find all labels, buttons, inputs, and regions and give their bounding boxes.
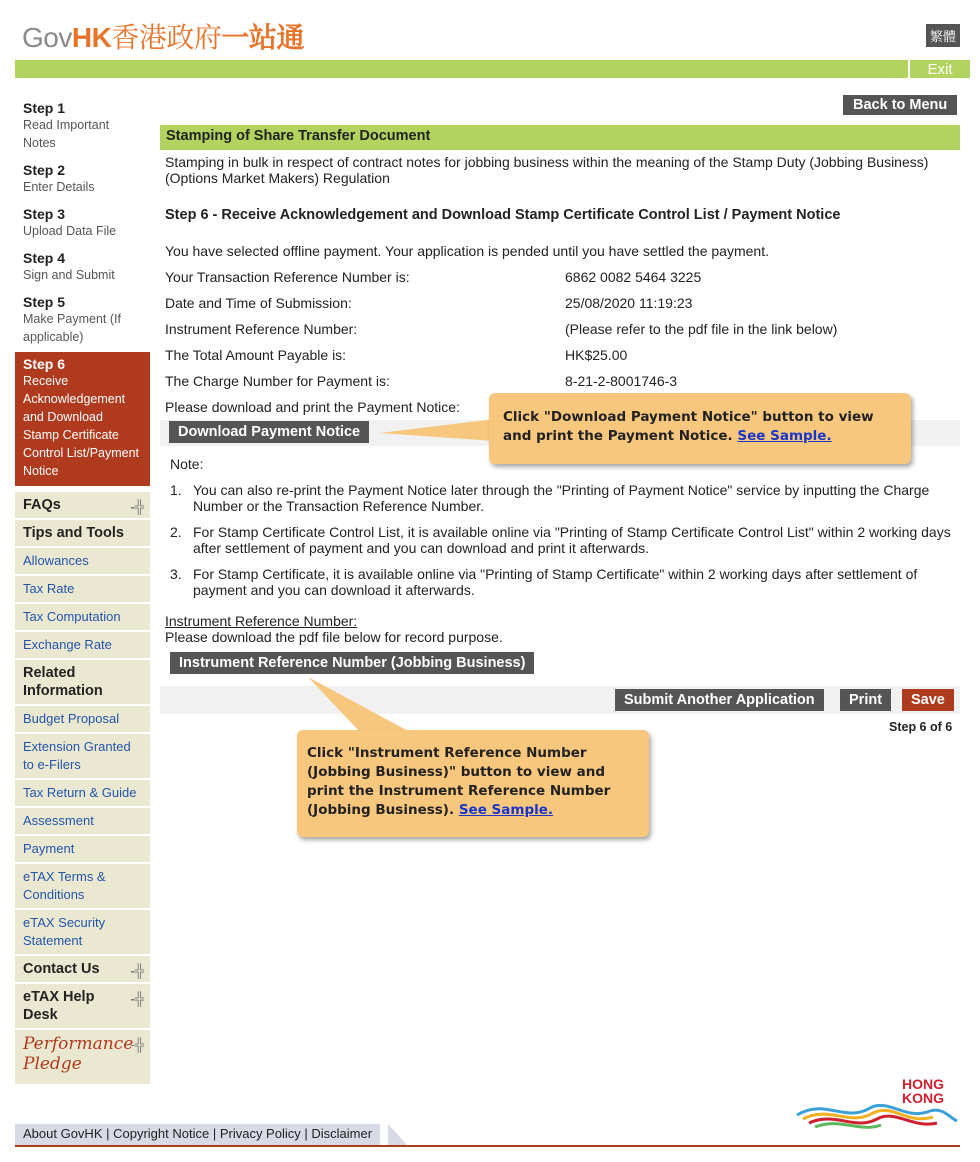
expand-icon: -╬ [130, 991, 144, 1006]
sidebar-link[interactable]: Exchange Rate [15, 630, 150, 658]
logo-gov-text: Gov [22, 22, 72, 53]
footer-link-privacy[interactable]: Privacy Policy [219, 1126, 301, 1141]
step-description: Enter Details [23, 180, 95, 194]
step-title: Step 6 [23, 356, 66, 372]
row-value: HK$25.00 [565, 347, 628, 363]
expand-icon: -╬ [130, 499, 144, 514]
related-list [15, 704, 150, 954]
expand-icon: -╬ [130, 1037, 144, 1052]
footer-link-disclaimer[interactable]: Disclaimer [311, 1126, 373, 1141]
note-text: For Stamp Certificate Control List, it is available online via "Printing of Stamp Certificate Control List" within 2 working days after settlement of payment and you can download and print it afterwards. [193, 524, 951, 556]
language-toggle-button[interactable]: 繁體 [926, 24, 960, 47]
download-payment-notice-button[interactable]: Download Payment Notice [169, 421, 369, 443]
row-label: Date and Time of Submission: [165, 295, 352, 311]
footer-tab-edge [388, 1124, 408, 1146]
callout-instrument-reference [297, 730, 649, 837]
page-subtitle: Stamping in bulk in respect of contract notes for jobbing business within the meaning of the Stamp Duty (Jobbing Business) (Options Market Makers) Regulation [165, 154, 929, 186]
sidebar-step-2 [15, 158, 150, 202]
see-sample-link[interactable]: See Sample. [458, 802, 554, 818]
brand-line2: KONG [902, 1090, 944, 1106]
dragon-icon [795, 1090, 960, 1133]
step-description: Receive Acknowledgement and Download Stamp Certificate Control List/Payment Notice [23, 374, 140, 478]
footer-link-about[interactable]: About GovHK [23, 1126, 103, 1141]
tips-heading: Tips and Tools [15, 518, 150, 546]
save-button[interactable]: Save [902, 689, 954, 711]
sidebar-link[interactable]: Allowances [15, 546, 150, 574]
logo-cn2-text: 一站通 [221, 22, 304, 53]
see-sample-link[interactable]: See Sample. [737, 428, 832, 444]
submit-another-application-button[interactable]: Submit Another Application [615, 689, 824, 711]
logo-hk-text: HK [71, 22, 112, 53]
row-label: The Total Amount Payable is: [165, 347, 347, 363]
callout-download-payment-notice [489, 393, 911, 464]
row-value: 25/08/2020 11:19:23 [565, 295, 693, 311]
note-label: Note: [170, 456, 204, 472]
pledge-logo: Performance Pledge [23, 1034, 134, 1074]
row-label: The Charge Number for Payment is: [165, 373, 390, 389]
step-description: Read Important Notes [23, 118, 110, 150]
sidebar-link[interactable]: Extension Granted to e-Filers [15, 732, 150, 778]
step-title: Step 1 [23, 100, 66, 116]
sidebar-link[interactable]: Tax Rate [15, 574, 150, 602]
sidebar-step-4 [15, 246, 150, 290]
related-heading: Related Information [15, 658, 150, 704]
step-description: Sign and Submit [23, 268, 115, 282]
offline-payment-message: You have selected offline payment. Your application is pended until you have settled the payment. [165, 243, 769, 259]
row-label: Your Transaction Reference Number is: [165, 269, 410, 285]
sidebar-step-3 [15, 202, 150, 246]
submission-time-row [165, 295, 955, 311]
print-button[interactable]: Print [840, 689, 891, 711]
page-title: Stamping of Share Transfer Document [160, 125, 960, 150]
sidebar-link[interactable]: eTAX Terms & Conditions [15, 862, 150, 908]
footer-link-copyright[interactable]: Copyright Notice [113, 1126, 210, 1141]
note-text: For Stamp Certificate, it is available online via "Printing of Stamp Certificate" within 2 working days after settlement of payment and you can download it afterwards. [193, 566, 918, 598]
step-description: Make Payment (If applicable) [23, 312, 121, 344]
row-value: 8-21-2-8001746-3 [565, 373, 678, 389]
brand-line1: HONG [902, 1076, 944, 1092]
sidebar-link[interactable]: Assessment [15, 806, 150, 834]
sidebar-link[interactable]: eTAX Security Statement [15, 908, 150, 954]
note-item: 1. You can also re-print the Payment Notice later through the "Printing of Payment Notice" service by inputting the Charge Number or the Transaction Reference Number. [170, 482, 930, 514]
step-title: Step 3 [23, 206, 66, 222]
amount-payable-row [165, 347, 955, 363]
instrument-ref-row [165, 321, 955, 337]
note-item: 3. For Stamp Certificate, it is available online via "Printing of Stamp Certificate" within 2 working days after settlement of payment and you can download it afterwards. [170, 566, 918, 598]
sidebar-performance-pledge[interactable] [15, 1028, 150, 1084]
sidebar [15, 96, 150, 1084]
note-item: 2. For Stamp Certificate Control List, it is available online via "Printing of Stamp Certificate Control List" within 2 working days after settlement of payment and you can download and print it afterwards. [170, 524, 951, 556]
sidebar-link[interactable]: Tax Return & Guide [15, 778, 150, 806]
sidebar-step-1 [15, 96, 150, 158]
callout-text: Click "Download Payment Notice" button to view and print the Payment Notice. [503, 409, 874, 444]
transaction-ref-row [165, 269, 955, 285]
footer-links: About GovHK | Copyright Notice | Privacy Policy | Disclaimer [15, 1124, 380, 1146]
callout1-pointer [375, 415, 505, 445]
faqs-label: FAQs [23, 497, 61, 513]
note-text: You can also re-print the Payment Notice later through the "Printing of Payment Notice" service by inputting the Charge Number or the Transaction Reference Number. [193, 482, 930, 514]
notes-list [168, 482, 958, 608]
logo-cn-text: 香港政府 [111, 22, 222, 53]
help-label: eTAX Help Desk [23, 989, 95, 1023]
step-title: Step 5 [23, 294, 66, 310]
govhk-logo[interactable] [22, 16, 304, 56]
sidebar-link[interactable]: Payment [15, 834, 150, 862]
step-heading: Step 6 - Receive Acknowledgement and Download Stamp Certificate Control List / Payment Notice [165, 207, 841, 223]
expand-icon: -╬ [130, 963, 144, 978]
header-bar [15, 60, 908, 78]
step-title: Step 4 [23, 250, 66, 266]
charge-number-row [165, 373, 955, 389]
irn-description: Please download the pdf file below for record purpose. [165, 629, 503, 645]
tips-list [15, 546, 150, 658]
sidebar-step-6 [15, 352, 150, 486]
sidebar-contact-us[interactable] [15, 954, 150, 982]
download-prompt: Please download and print the Payment Notice: [165, 399, 460, 415]
irn-label: Instrument Reference Number: [165, 613, 358, 629]
instrument-reference-number-button[interactable]: Instrument Reference Number (Jobbing Business) [170, 652, 534, 674]
callout-text: Click "Instrument Reference Number (Jobbing Business)" button to view and print the Instrument Reference Number (Jobbing Business). [307, 745, 611, 818]
sidebar-link[interactable]: Budget Proposal [15, 704, 150, 732]
back-to-menu-button[interactable]: Back to Menu [843, 95, 957, 115]
step-counter: Step 6 of 6 [889, 720, 953, 734]
contact-label: Contact Us [23, 961, 100, 977]
exit-button[interactable]: Exit [910, 60, 970, 78]
step-description: Upload Data File [23, 224, 117, 238]
footer-divider [15, 1145, 960, 1147]
row-value: 6862 0082 5464 3225 [565, 269, 702, 285]
step-list [15, 96, 150, 486]
sidebar-faqs[interactable] [15, 490, 150, 518]
sidebar-step-5 [15, 290, 150, 352]
row-label: Instrument Reference Number: [165, 321, 358, 337]
sidebar-help-desk[interactable] [15, 982, 150, 1028]
row-value: (Please refer to the pdf file in the link below) [565, 321, 838, 337]
step-title: Step 2 [23, 162, 66, 178]
sidebar-link[interactable]: Tax Computation [15, 602, 150, 630]
